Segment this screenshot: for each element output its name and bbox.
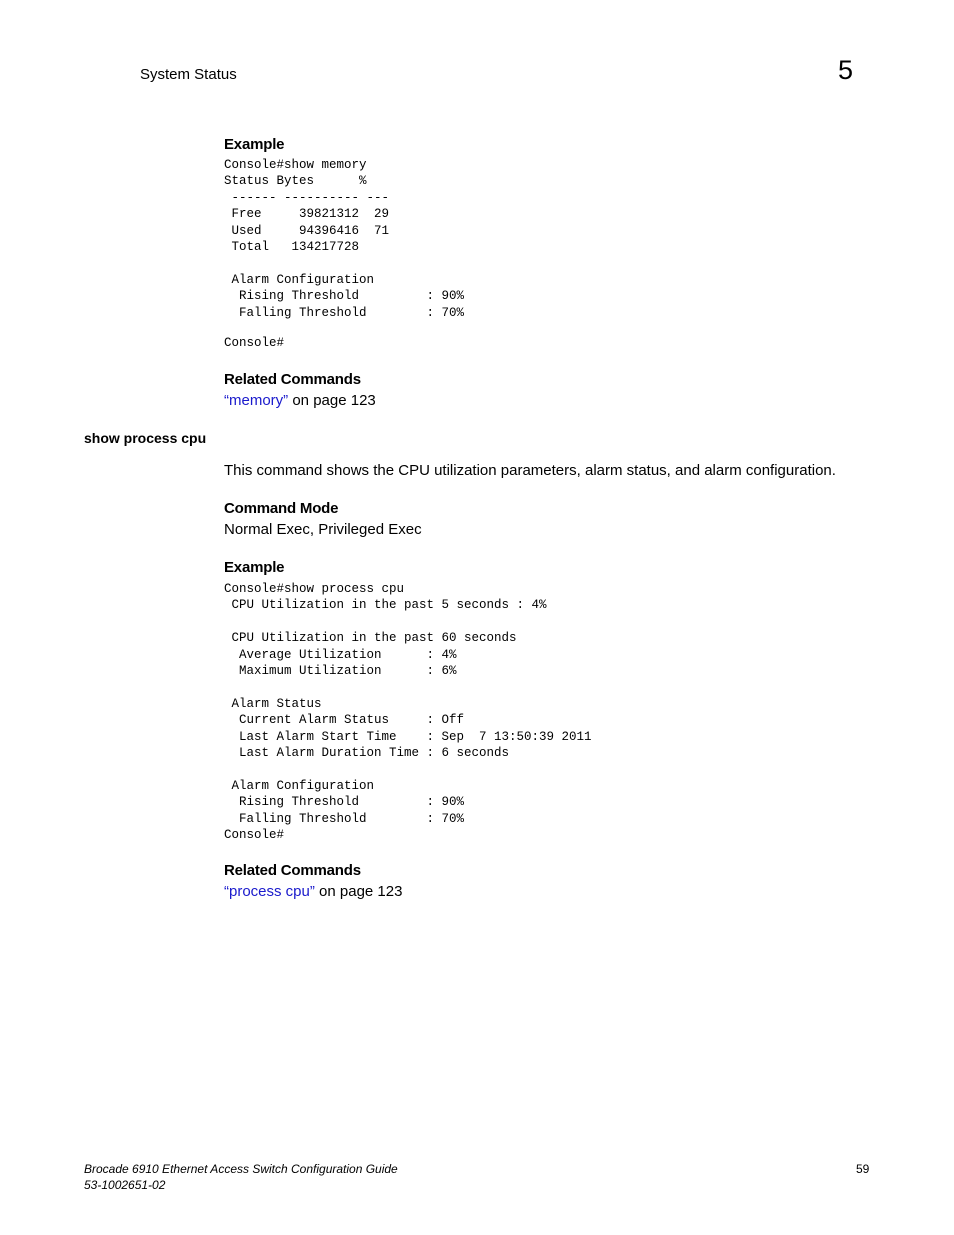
related-commands-heading: Related Commands — [224, 862, 361, 879]
command-description: This command shows the CPU utilization parameters, alarm status, and alarm configuration. — [224, 462, 836, 479]
example-heading: Example — [224, 136, 285, 153]
footer-title: Brocade 6910 Ethernet Access Switch Configuration Guide — [84, 1162, 398, 1176]
chapter-number: 5 — [838, 55, 854, 85]
code-prompt: Console# — [224, 336, 285, 350]
footer-doc-number: 53-1002651-02 — [84, 1178, 166, 1192]
command-heading: show process cpu — [84, 430, 207, 446]
process-cpu-link[interactable]: “process cpu” — [224, 883, 315, 900]
running-header-section: System Status — [140, 66, 237, 83]
related-commands-heading: Related Commands — [224, 371, 361, 388]
page-reference: on page 123 — [314, 883, 403, 900]
page-number: 59 — [856, 1162, 870, 1176]
memory-link[interactable]: “memory” — [224, 392, 289, 409]
example-heading: Example — [224, 559, 285, 576]
code-block-show-memory: Console#show memory Status Bytes % ------ ---------- --- Free 39821312 29 Used 94396416 71 Total 134217728 Alarm Configuration Rising Threshold : 90% Falling Threshold : 70% — [224, 158, 465, 320]
related-command-reference — [224, 392, 376, 409]
page-reference: on page 123 — [288, 392, 376, 409]
command-mode-value: Normal Exec, Privileged Exec — [224, 521, 422, 538]
command-mode-heading: Command Mode — [224, 500, 339, 517]
code-block-show-process-cpu: Console#show process cpu CPU Utilization in the past 5 seconds : 4% CPU Utilization in the past 60 seconds Average Utilization : 4% Maximum Utilization : 6% Alarm Status Current Alarm Status : Off Last Alarm Start Time : Sep 7 13:50:39 2011 Last Alarm Duration Time : 6 seconds Alarm Configuration Rising Threshold : 90% Falling Threshold : 70% Console# — [224, 582, 592, 843]
related-command-reference — [224, 883, 402, 900]
